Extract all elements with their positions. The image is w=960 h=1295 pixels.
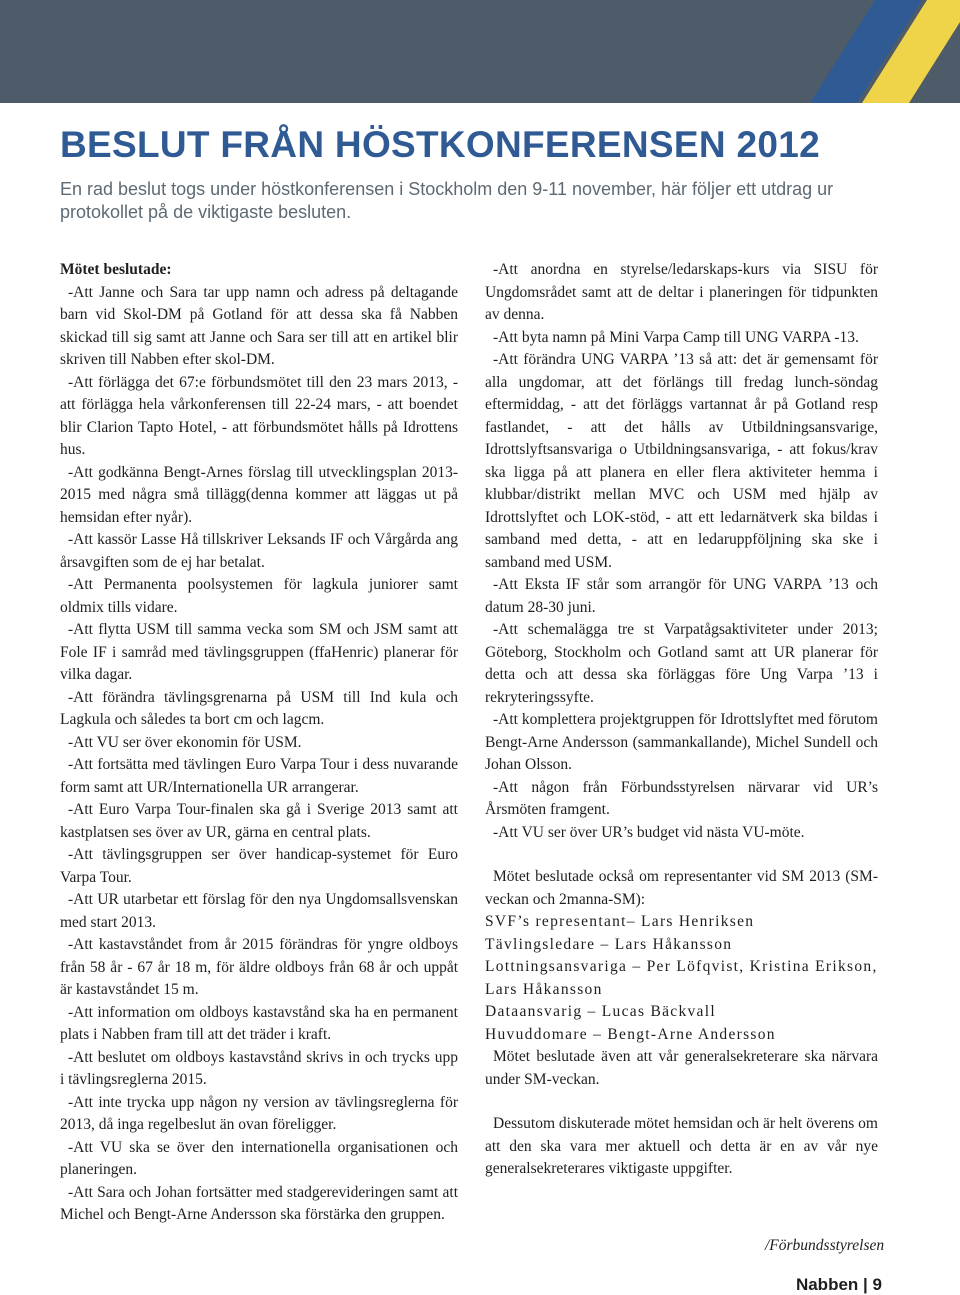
representative-line: Tävlingsledare – Lars Håkansson [485,935,733,953]
decision-item: -Att flytta USM till samma vecka som SM och JSM samt att Fole IF i samråd med tävlingsgruppen (ffaHenric) planerar för vilka dagar. [60,621,458,683]
decision-item: -Att Sara och Johan fortsätter med stadgerevideringen samt att Michel och Bengt-Arne Andersson ska förstärka den gruppen. [60,1183,458,1223]
intro-paragraph: En rad beslut togs under höstkonferensen i Stockholm den 9-11 november, här följer ett utdrag ur protokollet på de viktigaste besluten. [60,179,834,222]
decision-item: -Att Euro Varpa Tour-finalen ska gå i Sverige 2013 samt att kastplatsen ses över av UR, gärna en central plats. [60,801,458,841]
decision-item: -Att tävlingsgruppen ser över handicap-systemet för Euro Varpa Tour. [60,846,458,886]
decision-item: -Att information om oldboys kastavstånd ska ha en permanent plats i Nabben fram till att det träder i kraft. [60,1003,458,1043]
decision-item: -Att anordna en styrelse/ledarskaps-kurs via SISU för Ungdomsrådet samt att de deltar i planeringen för tidpunkten av denna. [485,261,878,323]
decision-item: -Att beslutet om oldboys kastavstånd skrivs in och trycks upp i tävlingsreglerna 2015. [60,1048,458,1088]
right-column [485,259,878,1181]
decision-item: -Att förändra UNG VARPA ’13 så att: det är gemensamt för alla ungdomar, att det förlängs till fredag lunch-söndag eftermiddag, - att det förläggs vartannat år på Gotland resp fastlandet, - att det hålls av Utbildningsansvarige, Idrottslyftsansvariga o Utbildningsansvariga, - att fokus/krav ska ligga på att planera en eller flera aktiviteter hemma i klubbar/distrikt mellan MVC och USM med hjälp av Idrottslyftet och LOK-stöd, - att ett ledarnätverk ska bildas i samband med detta, - att en ledaruppföljning ska ske i samband med USM. [485,351,878,571]
publication-name: Nabben [795,1275,859,1294]
decision-item: -Att VU ser över UR’s budget vid nästa VU-möte. [493,823,805,841]
decision-item: -Att Permanenta poolsystemen för lagkula juniorer samt oldmix tills vidare. [60,576,458,616]
left-column [60,259,458,1227]
decision-item: -Att godkänna Bengt-Arnes förslag till utvecklingsplan 2013-2015 med några små tillägg(denna kommer att läggas ut på hemsidan efter nyår). [60,463,458,526]
decision-item: -Att kastavståndet from år 2015 förändras för yngre oldboys från 58 år - 67 år 18 m, för äldre oldboys från 68 år och uppåt är kastavståndet 15 m. [60,936,458,998]
representative-line: SVF’s representant– Lars Henriksen [485,913,755,930]
decision-item: -Att kassör Lasse Hå tillskriver Leksands IF och Vårgårda ang årsavgiften som de ej har betalat. [60,531,458,571]
decision-item: -Att någon från Förbundsstyrelsen närvarar vid UR’s Årsmöten framgent. [485,778,878,818]
decision-item: -Att Janne och Sara tar upp namn och adress på deltagande barn vid Skol-DM på Gotland för att dessa ska få Nabben skickad till sig samt att Janne och Sara ser till att en artikel blir skriven till Nabben efter skol-DM. [60,283,458,368]
decisions-heading: Mötet beslutade: [60,261,172,278]
decision-item: -Att förändra tävlingsgrenarna på USM till Ind kula och Lagkula och således ta bort cm och lagcm. [60,688,458,728]
decision-item: -Att inte trycka upp någon ny version av tävlingsreglerna för 2013, då inga regelbeslut än ovan föreligger. [60,1093,458,1133]
representative-line: Lottningsansvariga – Per Löfqvist, Kristina Erikson, Lars Håkansson [485,958,878,998]
representatives-intro: Mötet beslutade också om representanter vid SM 2013 (SM-veckan och 2manna-SM): [485,868,878,908]
decision-item: -Att schemalägga tre st Varpatågsaktiviteter under 2013; Göteborg, Stockholm och Gotland samt att UR planerar för detta och att dessa ska förläggas före Ung Varpa ’13 i rekryteringssyfte. [485,621,878,706]
decision-item: -Att VU ser över ekonomin för USM. [68,733,302,751]
page-footer [770,1275,882,1295]
header-band [0,0,960,103]
decision-item: -Att VU ska se över den internationella organisationen och planeringen. [60,1138,458,1178]
representative-line: Huvuddomare – Bengt-Arne Andersson [485,1025,776,1043]
decision-item: -Att förlägga det 67:e förbundsmötet till den 23 mars 2013, - att förlägga hela vårkonferensen till 22-24 mars, - att boendet blir Clarion Tapto Hotel, - att förbundsmötet hålls på Idrottens hus. [60,373,458,458]
closing-paragraph: Dessutom diskuterade mötet hemsidan och är helt överens om att den ska vara mer aktuell och detta är en av vår nye generalsekreterares viktigaste uppgifter. [485,1115,878,1177]
page-title: BESLUT FRÅN HÖSTKONFERENSEN 2012 [60,124,820,165]
decision-item: -Att komplettera projektgruppen för Idrottslyftet med förutom Bengt-Arne Andersson (sammankallande), Michel Sundell och Johan Olsson. [485,711,878,773]
signature: /Förbundsstyrelsen [765,1237,885,1254]
page-number: 9 [872,1275,882,1294]
representative-line: Dataansvarig – Lucas Bäckvall [485,1003,716,1020]
footer-separator: | [863,1275,868,1294]
decision-item: -Att byta namn på Mini Varpa Camp till UNG VARPA -13. [493,328,859,346]
decision-item: -Att Eksta IF står som arrangör för UNG VARPA ’13 och datum 28-30 juni. [485,576,878,616]
representatives-after: Mötet beslutade även att vår generalsekreterare ska närvara under SM-veckan. [485,1048,878,1088]
header-stripes-graphic [0,0,960,103]
decision-item: -Att fortsätta med tävlingen Euro Varpa Tour i dess nuvarande form samt att UR/Internationella UR arrangerar. [60,756,458,796]
decision-item: -Att UR utarbetar ett förslag för den nya Ungdomsallsvenskan med start 2013. [60,891,458,931]
